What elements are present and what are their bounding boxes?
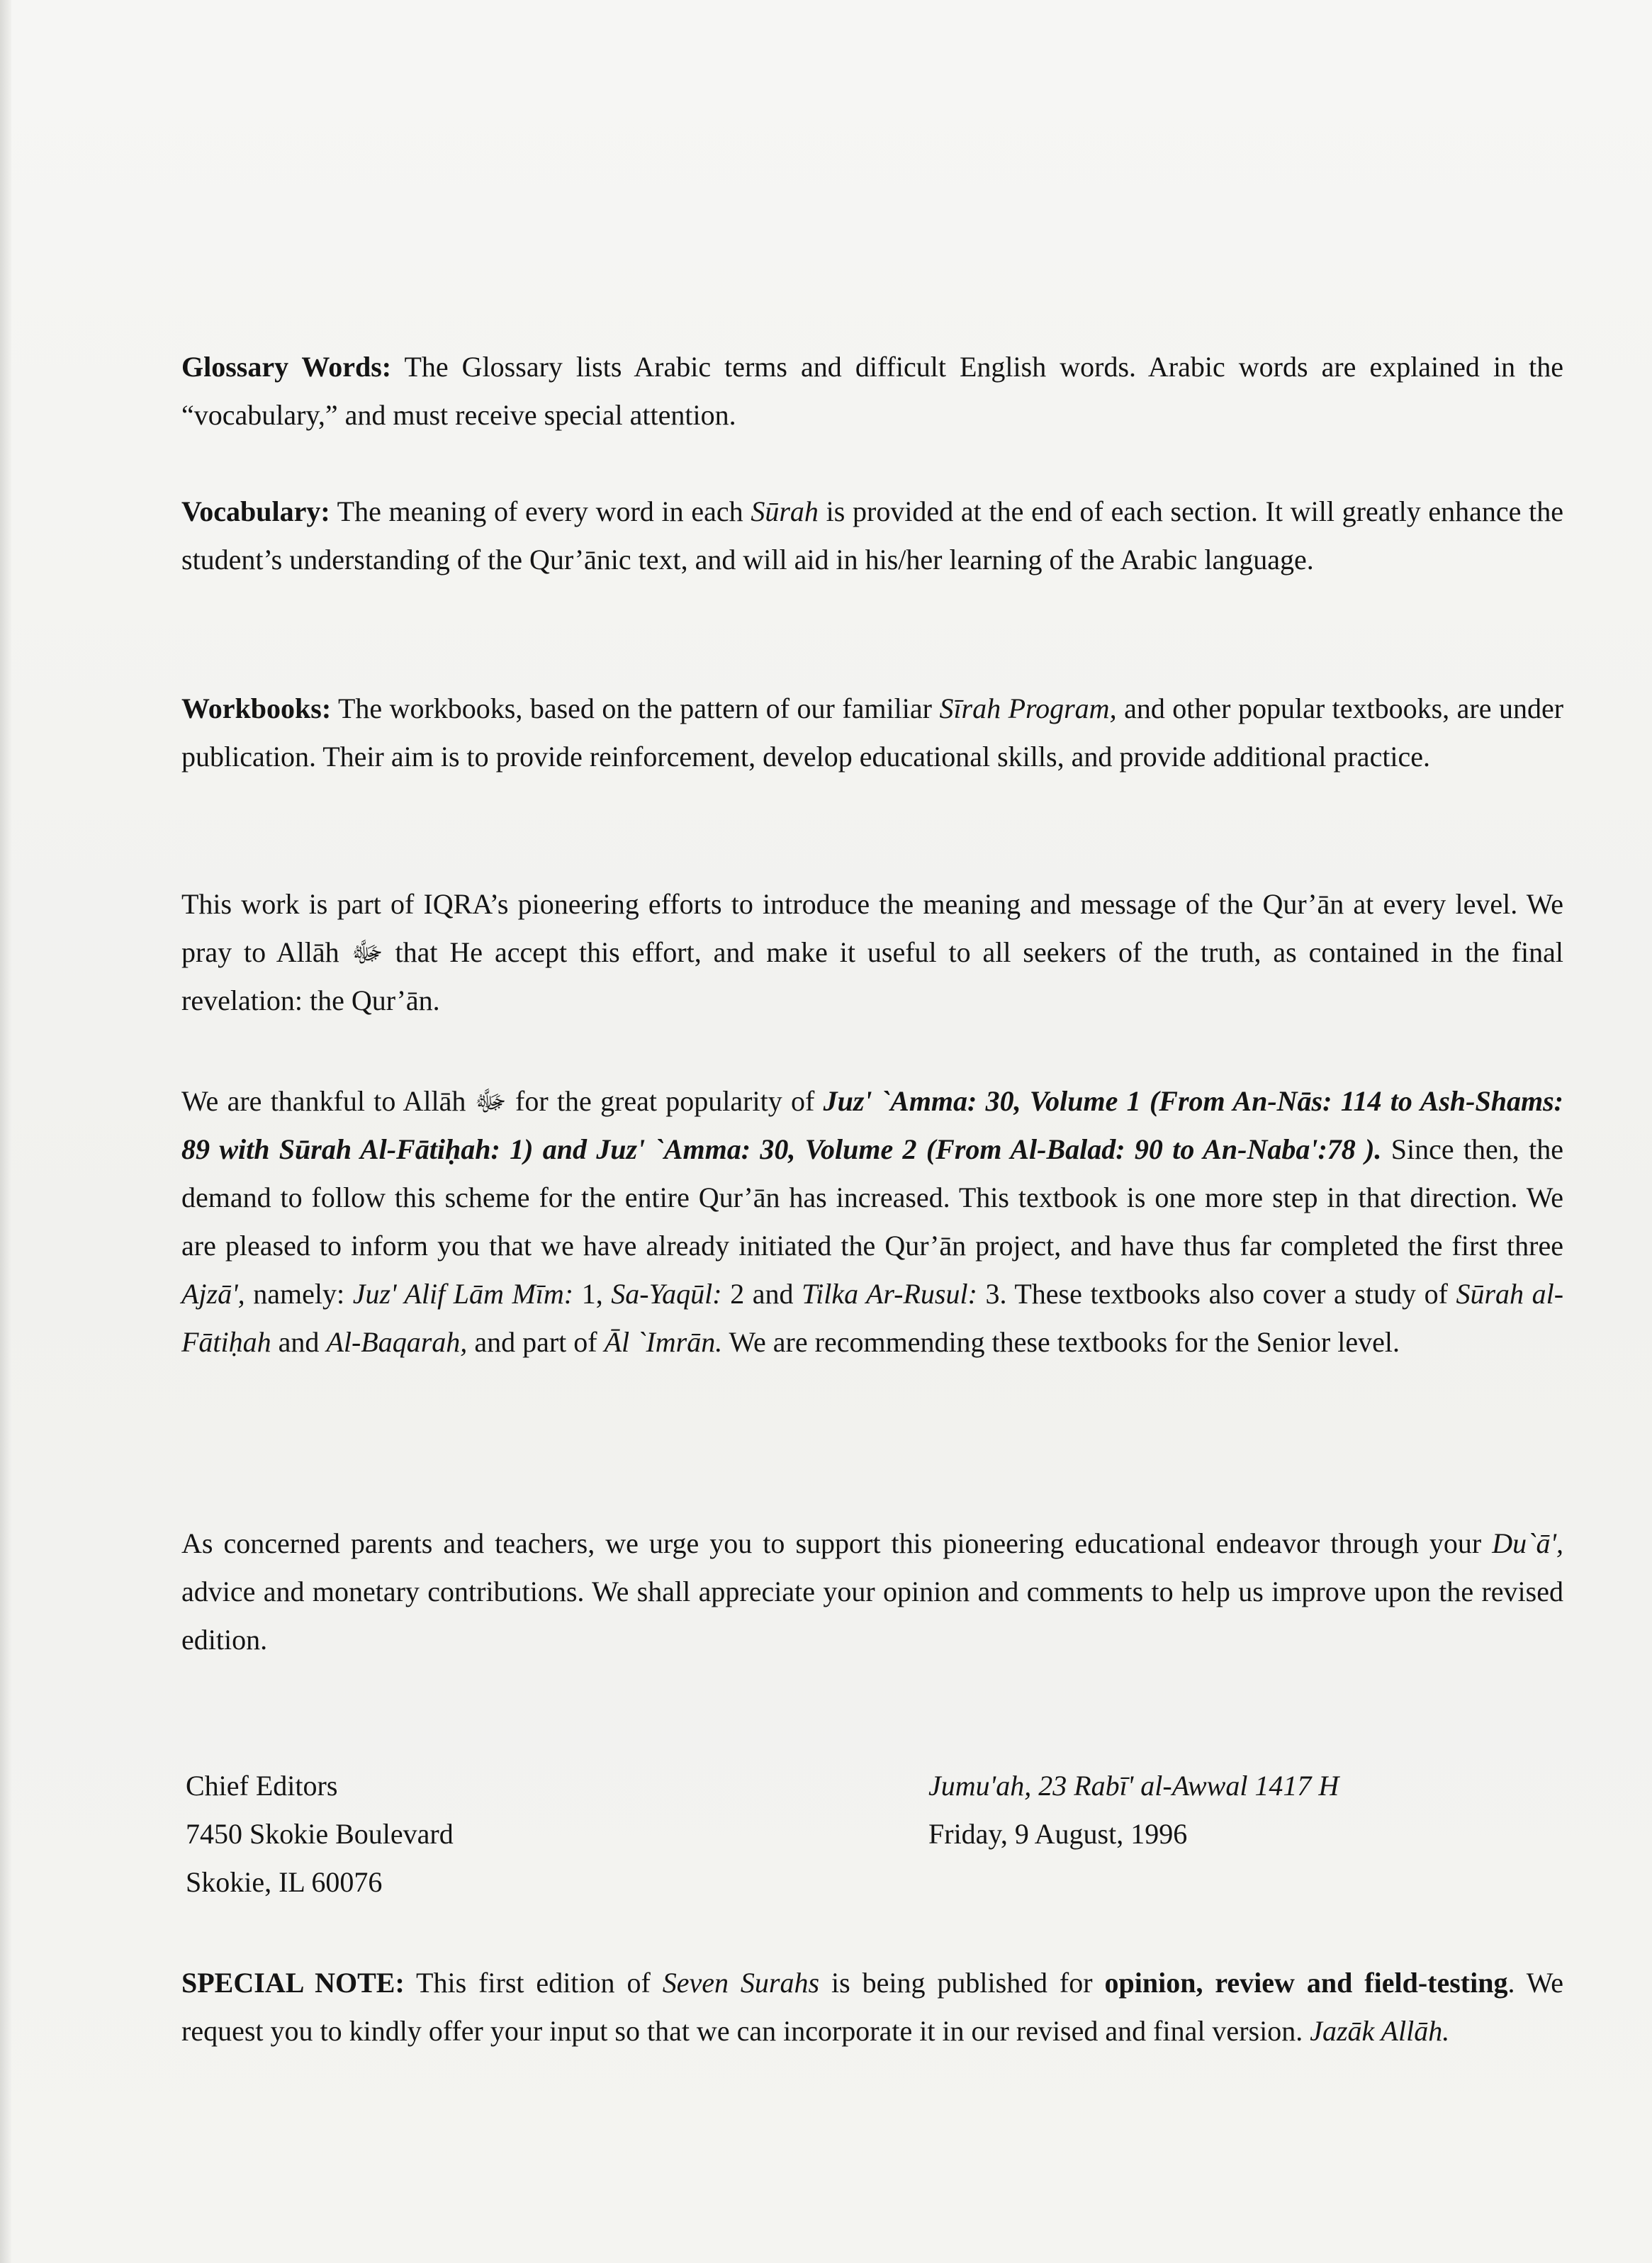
parents-paragraph: [181, 1520, 1563, 1664]
signature-line-1: Chief Editors: [186, 1770, 338, 1802]
special-note-text-2: is being published for: [831, 1967, 1093, 1999]
vocabulary-paragraph: [181, 488, 1563, 584]
special-note-emphasis: opinion, review and field-testing: [1104, 1967, 1508, 1999]
vocabulary-text-1: The meaning of every word in each: [337, 495, 743, 527]
vocabulary-label: Vocabulary:: [181, 495, 330, 527]
thanks-paragraph: [181, 1077, 1563, 1366]
workbooks-paragraph: [181, 685, 1563, 781]
vocabulary-term-surah: Sūrah: [751, 495, 819, 527]
glossary-label: Glossary Words:: [181, 351, 392, 383]
special-note-label: SPECIAL NOTE:: [181, 1967, 405, 1999]
parents-text-2: advice and monetary contributions. We shall appreciate your opinion and comments to help us improve upon the revised edition.: [181, 1576, 1563, 1656]
thanks-term-fatihah: Sūrah al-Fātiḥah: [181, 1278, 1564, 1358]
thanks-text-9: We are recommending these textbooks for the Senior level.: [729, 1326, 1400, 1358]
workbooks-label: Workbooks:: [181, 692, 332, 724]
glossary-text: The Glossary lists Arabic terms and difficult English words. Arabic words are explained in the “vocabulary,” and must receive special attention.: [181, 351, 1563, 431]
iqra-work-paragraph: [181, 880, 1563, 1025]
thanks-term-juz-alif: Juz' Alif Lām Mīm:: [352, 1278, 574, 1310]
thanks-book-titles: Juz' `Amma: 30, Volume 1 (From An-Nās: 114 to Ash-Shams: 89 with Sūrah Al-Fātiḥah: 1) and Juz' `Amma: 30, Volume 2 (From Al-Balad: 90 to An-Naba':78 ).: [181, 1085, 1563, 1165]
thanks-term-ajza: Ajzā',: [181, 1278, 245, 1310]
hijri-date: Jumu'ah, 23 Rabī' al-Awwal 1417 H: [928, 1770, 1339, 1802]
signature-line-3: Skokie, IL 60076: [186, 1866, 383, 1898]
special-note-book-title: Seven Surahs: [662, 1967, 820, 1999]
thanks-term-imran: Āl `Imrān.: [604, 1326, 723, 1358]
iqra-work-text: This work is part of IQRA’s pioneering efforts to introduce the meaning and message of the Qur’ān at every level. We pray to Allāh ﷻ that He accept this effort, and make it useful to all seekers of the truth, as contained in the final revelation: the Qur’ān.: [181, 888, 1563, 1016]
special-note-text-3: . We request you to kindly offer your input so that we can incorporate it in our revised and final version.: [181, 1967, 1564, 2047]
parents-text-1: As concerned parents and teachers, we urge you to support this pioneering educational endeavor through your: [181, 1527, 1482, 1559]
special-note-paragraph: [181, 1959, 1563, 2055]
special-note-text-1: This first edition of: [416, 1967, 651, 1999]
thanks-text-2: Since then, the demand to follow this scheme for the entire Qur’ān has increased. This textbook is one more step in that direction. We are pleased to inform you that we have already initiated the Qur’ān project, and have thus far completed the first three: [181, 1133, 1563, 1262]
thanks-text-5: 2 and: [730, 1278, 794, 1310]
workbooks-text-1: The workbooks, based on the pattern of our familiar: [337, 692, 932, 724]
thanks-text-8: and part of: [474, 1326, 597, 1358]
parents-term-dua: Du`ā',: [1492, 1527, 1564, 1559]
page-edge-shadow: [0, 0, 11, 2263]
gregorian-date: Friday, 9 August, 1996: [928, 1818, 1188, 1850]
special-note-closing: Jazāk Allāh.: [1310, 2015, 1450, 2047]
signature-date-block: [928, 1762, 1339, 1858]
thanks-text-1: We are thankful to Allāh ﷻ for the great popularity of: [181, 1085, 815, 1117]
signature-address-block: [186, 1762, 454, 1907]
signature-line-2: 7450 Skokie Boulevard: [186, 1818, 454, 1850]
glossary-paragraph: [181, 343, 1563, 439]
workbooks-text-2: and other popular textbooks, are under publication. Their aim is to provide reinforcement, develop educational skills, and provide additional practice.: [181, 692, 1564, 773]
thanks-text-3: namely:: [253, 1278, 345, 1310]
thanks-term-baqarah: Al-Baqarah,: [326, 1326, 468, 1358]
workbooks-term-sirah: Sīrah Program,: [939, 692, 1117, 724]
thanks-term-tilka: Tilka Ar-Rusul:: [802, 1278, 977, 1310]
thanks-text-7: and: [278, 1326, 320, 1358]
thanks-text-4: 1,: [581, 1278, 603, 1310]
thanks-term-sayaqul: Sa-Yaqūl:: [611, 1278, 722, 1310]
thanks-text-6: 3. These textbooks also cover a study of: [985, 1278, 1448, 1310]
vocabulary-text-2: is provided at the end of each section. It will greatly enhance the student’s understanding of the Qur’ānic text, and will aid in his/her learning of the Arabic language.: [181, 495, 1564, 575]
